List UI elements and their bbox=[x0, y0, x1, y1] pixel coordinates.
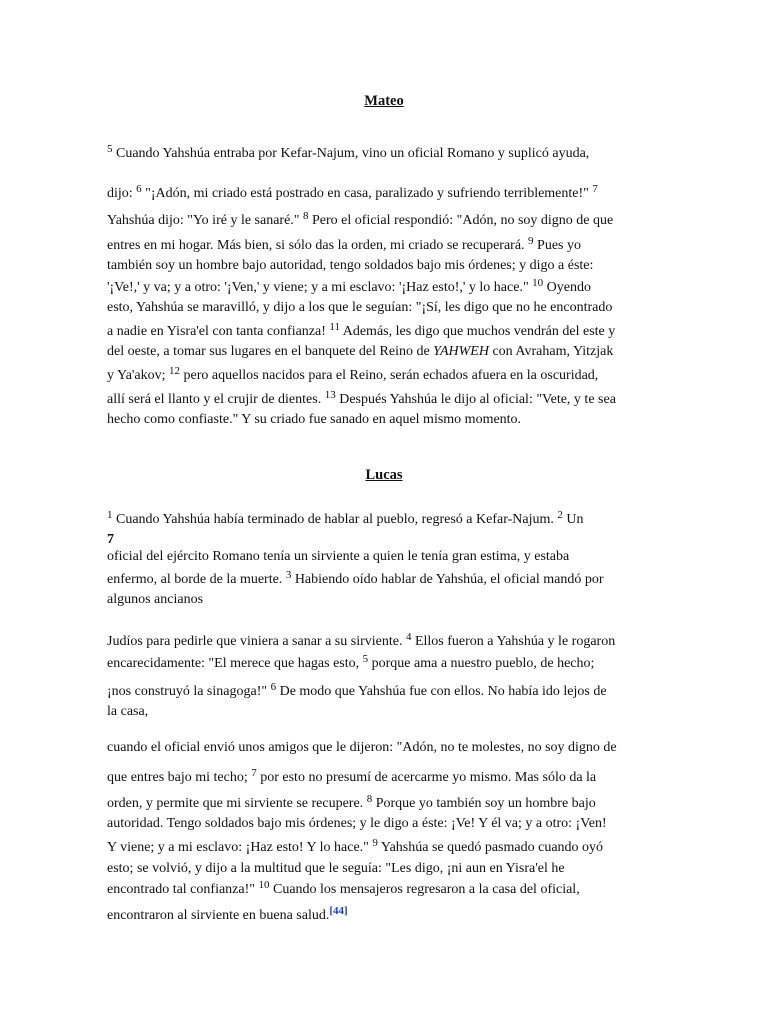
mateo-text-line bbox=[107, 412, 521, 428]
mateo-text-line bbox=[107, 300, 612, 316]
footnote-link[interactable]: [44] bbox=[329, 905, 348, 917]
text-segment: Después Yahshúa le dijo al oficial: "Vete, y te sea bbox=[335, 392, 616, 407]
mateo-text-line bbox=[107, 365, 599, 384]
verse-number: 2 bbox=[557, 509, 563, 521]
lucas-text-line bbox=[107, 592, 203, 608]
text-segment: pero aquellos nacidos para el Reino, serán echados afuera en la oscuridad, bbox=[180, 368, 599, 383]
verse-number: 5 bbox=[362, 653, 369, 665]
text-segment: con Avraham, Yitzjak bbox=[488, 344, 614, 359]
text-segment: autoridad. Tengo soldados bajo mis órdenes; y le digo a éste: ¡Ve! Y él va; y a otro: ¡Ven! bbox=[107, 816, 607, 831]
text-segment: allí será el llanto y el crujir de dientes. bbox=[107, 392, 325, 407]
section-title-mateo: Mateo bbox=[364, 93, 404, 109]
text-segment: Habiendo oído hablar de Yahshúa, el oficial mandó por bbox=[291, 572, 604, 587]
text-segment: Cuando los mensajeros regresaron a la casa del oficial, bbox=[269, 882, 580, 897]
lucas-text-line bbox=[107, 681, 607, 700]
verse-number: 8 bbox=[303, 210, 309, 222]
text-segment: De modo que Yahshúa fue con ellos. No había ido lejos de bbox=[276, 684, 607, 699]
mateo-text-line bbox=[107, 183, 598, 202]
text-segment: Además, les digo que muchos vendrán del este y bbox=[340, 324, 616, 339]
verse-number: 6 bbox=[136, 183, 142, 195]
verse-number: 4 bbox=[405, 631, 412, 643]
verse-number: 9 bbox=[372, 837, 378, 849]
italic-text: YAHWEH bbox=[433, 344, 489, 359]
lucas-text-line bbox=[107, 704, 148, 720]
verse-number: 5 bbox=[107, 143, 113, 155]
text-segment: Yahshúa dijo: "Yo iré y le sanaré." bbox=[107, 213, 304, 228]
text-segment: Cuando Yahshúa había terminado de hablar al pueblo, regresó a Kefar-Najum. bbox=[112, 512, 558, 527]
text-segment: encontraron al sirviente en buena salud. bbox=[107, 908, 330, 923]
text-segment: a nadie en Yisra'el con tanta confianza! bbox=[107, 324, 330, 339]
chapter-number: 7 bbox=[107, 532, 114, 547]
lucas-text-line bbox=[107, 549, 569, 565]
lucas-text-line bbox=[107, 569, 604, 588]
mateo-text-line bbox=[107, 143, 590, 162]
lucas-text-line bbox=[107, 653, 595, 672]
text-segment: esto; se volvió, y dijo a la multitud que le seguía: "Les digo, ¡ni aun en Yisra'el he bbox=[107, 861, 565, 876]
text-segment: esto, Yahshúa se maravilló, y dijo a los que le seguían: "¡Sí, les digo que no he encontrado bbox=[107, 300, 613, 315]
mateo-text-line bbox=[107, 344, 613, 360]
verse-number: 8 bbox=[366, 793, 373, 805]
verse-number: 11 bbox=[329, 321, 340, 333]
text-segment: que entres bajo mi techo; bbox=[107, 770, 252, 785]
text-segment: orden, y permite que mi sirviente se recupere. bbox=[107, 796, 367, 811]
text-segment: también soy un hombre bajo autoridad, tengo soldados bajo mis órdenes; y digo a éste: bbox=[107, 258, 594, 273]
text-segment: dijo: bbox=[107, 186, 137, 201]
verse-number: 7 bbox=[592, 183, 598, 195]
mateo-text-line bbox=[107, 389, 616, 408]
mateo-text-line bbox=[107, 210, 614, 229]
text-segment: oficial del ejército Romano tenía un sirviente a quien le tenía gran estima, y estaba bbox=[107, 549, 570, 564]
text-segment: cuando el oficial envió unos amigos que le dijeron: "Adón, no te molestes, no soy digno de bbox=[107, 740, 617, 755]
text-segment: Pero el oficial respondió: "Adón, no soy digno de que bbox=[308, 213, 614, 228]
mateo-text-line bbox=[107, 258, 593, 274]
text-segment: por esto no presumí de acercarme yo mismo. Mas sólo da la bbox=[256, 770, 597, 785]
text-segment: "¡Adón, mi criado está postrado en casa, paralizado y sufriendo terriblemente!" bbox=[141, 186, 593, 201]
text-segment: Oyendo bbox=[543, 280, 591, 295]
verse-number: 3 bbox=[285, 569, 292, 581]
verse-number: 1 bbox=[107, 509, 113, 521]
text-segment: encarecidamente: "El merece que hagas esto, bbox=[107, 656, 363, 671]
lucas-text-line bbox=[107, 767, 597, 786]
text-segment: Judíos para pedirle que viniera a sanar a su sirviente. bbox=[107, 634, 406, 649]
text-segment: Un bbox=[562, 512, 584, 527]
text-segment: encontrado tal confianza!" bbox=[107, 882, 259, 897]
lucas-text-line bbox=[107, 879, 580, 898]
text-segment: '¡Ve!,' y va; y a otro: '¡Ven,' y viene; y a mi esclavo: '¡Haz esto!,' y lo hace." bbox=[107, 280, 533, 295]
verse-number: 10 bbox=[258, 879, 270, 891]
text-segment: y Ya'akov; bbox=[107, 368, 170, 383]
verse-number: 13 bbox=[324, 389, 336, 401]
text-segment: Y viene; y a mi esclavo: ¡Haz esto! Y lo hace." bbox=[107, 840, 373, 855]
mateo-text-line bbox=[107, 321, 616, 340]
text-segment: algunos ancianos bbox=[107, 592, 204, 607]
text-segment: entres en mi hogar. Más bien, si sólo das la orden, mi criado se recuperará. bbox=[107, 238, 529, 253]
lucas-text-line bbox=[107, 509, 584, 528]
text-segment: enfermo, al borde de la muerte. bbox=[107, 572, 286, 587]
verse-number: 12 bbox=[169, 365, 181, 377]
lucas-text-line bbox=[107, 905, 348, 924]
text-segment: hecho como confiaste." Y su criado fue sanado en aquel mismo momento. bbox=[107, 412, 522, 427]
text-segment: Pues yo bbox=[533, 238, 581, 253]
section-title-lucas: Lucas bbox=[365, 467, 403, 483]
verse-number: 6 bbox=[270, 681, 277, 693]
text-segment: del oeste, a tomar sus lugares en el banquete del Reino de bbox=[107, 344, 434, 359]
verse-number: 10 bbox=[532, 277, 544, 289]
verse-number: 9 bbox=[528, 235, 534, 247]
lucas-text-line bbox=[107, 631, 616, 650]
lucas-text-line bbox=[107, 793, 596, 812]
text-segment: la casa, bbox=[107, 704, 149, 719]
lucas-text-line bbox=[107, 532, 114, 548]
text-segment: ¡nos construyó la sinagoga!" bbox=[107, 684, 271, 699]
verse-number: 7 bbox=[251, 767, 257, 779]
mateo-text-line bbox=[107, 235, 581, 254]
text-segment: Yahshúa se quedó pasmado cuando oyó bbox=[377, 840, 604, 855]
lucas-text-line bbox=[107, 816, 607, 832]
lucas-text-line bbox=[107, 837, 604, 856]
text-segment: Ellos fueron a Yahshúa y le rogaron bbox=[411, 634, 616, 649]
lucas-text-line bbox=[107, 740, 617, 756]
text-segment: Cuando Yahshúa entraba por Kefar-Najum, vino un oficial Romano y suplicó ayuda, bbox=[112, 146, 590, 161]
lucas-text-line bbox=[107, 861, 565, 877]
text-segment: porque ama a nuestro pueblo, de hecho; bbox=[368, 656, 595, 671]
text-segment: Porque yo también soy un hombre bajo bbox=[372, 796, 596, 811]
mateo-text-line bbox=[107, 277, 591, 296]
